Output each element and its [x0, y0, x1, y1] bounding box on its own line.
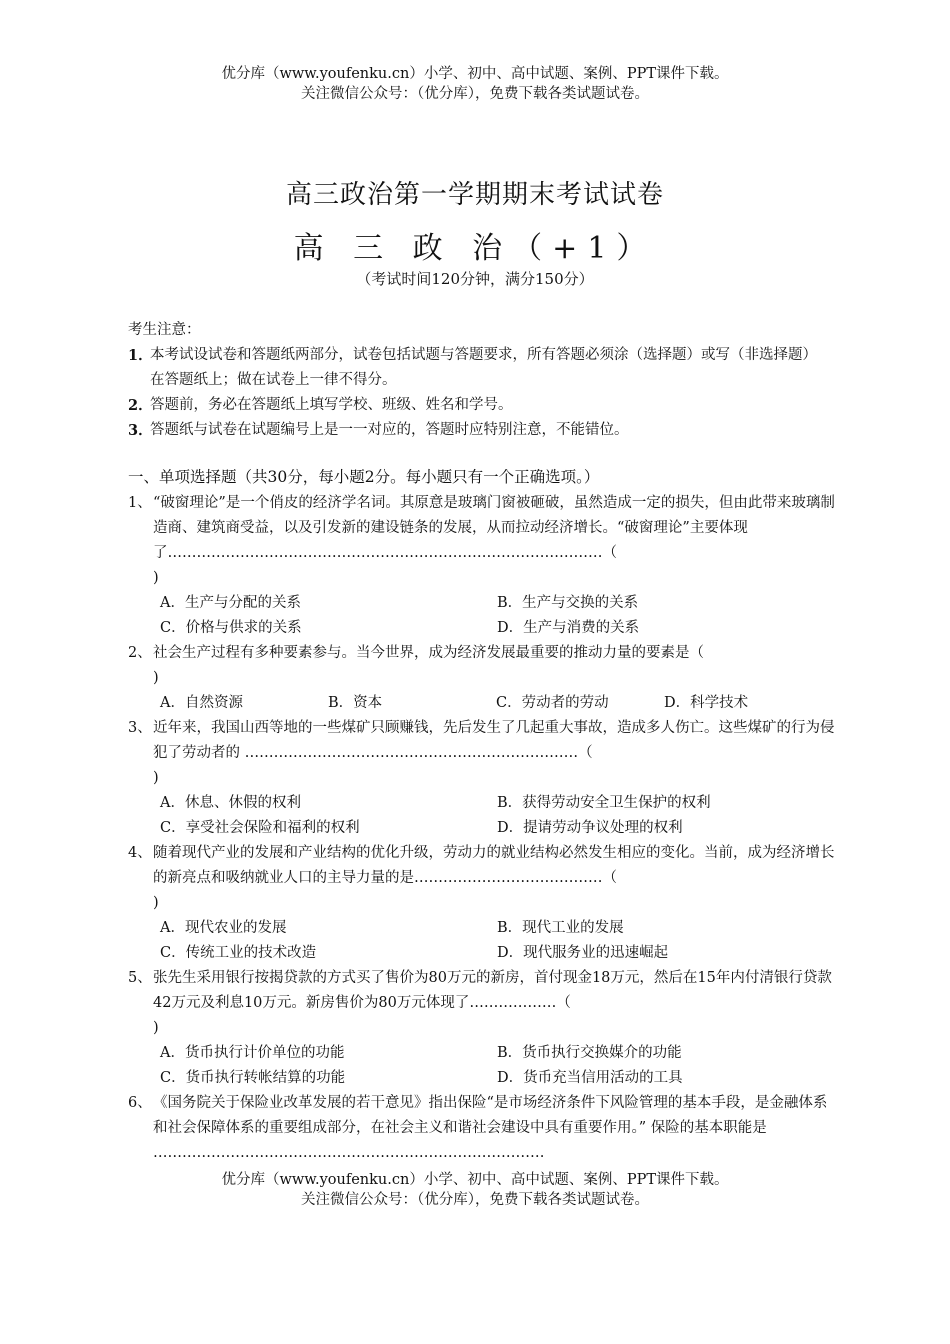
answer-paren: ) [153, 1020, 159, 1036]
answer-paren: ) [153, 670, 159, 686]
option-d: D．生产与消费的关系 [497, 620, 640, 636]
option-c: C．货币执行转帐结算的功能 [160, 1070, 346, 1086]
question-text [153, 716, 838, 791]
question-2 [128, 641, 838, 691]
section-heading: 一、单项选择题（共30分，每小题2分。每小题只有一个正确选项。） [128, 468, 600, 486]
exam-title: 高三政治第一学期期末考试试卷 [285, 180, 664, 210]
option-a: A．生产与分配的关系 [160, 595, 301, 611]
page-footer [0, 1170, 950, 1210]
notice-text: 答题前，务必在答题纸上填写学校、班级、姓名和学号。 [150, 397, 513, 413]
option-a: A．货币执行计价单位的功能 [160, 1045, 345, 1061]
exam-info: （考试时间120分钟，满分150分） [356, 270, 594, 288]
option-list [128, 1041, 838, 1091]
question-stem: 随着现代产业的发展和产业结构的优化升级，劳动力的就业结构必然发生相应的变化。当前，成为经济增长的新亮点和吸纳就业人口的主导力量的是…………………………………（ [153, 845, 835, 886]
question-stem: 《国务院关于保险业改革发展的若干意见》指出保险“是市场经济条件下风险管理的基本手段，是金融体系和社会保障体系的重要组成部分，在社会主义和谐社会建设中具有重要作用。” 保险的基本职能是 ……………………………………………………………………… [153, 1095, 828, 1161]
answer-paren: ) [153, 770, 159, 786]
notice-item [128, 418, 828, 443]
option-c: C．传统工业的技术改造 [160, 945, 317, 961]
notice-num: 1． [128, 347, 153, 364]
option-a: A．自然资源 [160, 695, 243, 711]
question-stem: 近年来，我国山西等地的一些煤矿只顾赚钱，先后发生了几起重大事故，造成多人伤亡。这些煤矿的行为侵犯了劳动者的 ……………………………………………………………（ [153, 720, 835, 761]
question-text [153, 641, 838, 691]
notice-item [128, 343, 828, 393]
notice-text: 本考试设试卷和答题纸两部分，试卷包括试题与答题要求，所有答题必须涂（选择题）或写（非选择题）在答题纸上；做在试卷上一律不得分。 [150, 347, 817, 388]
question-stem: 张先生采用银行按揭贷款的方式买了售价为80万元的新房，首付现金18万元，然后在15年内付清银行贷款42万元及利息10万元。新房售价为80万元体现了………………（ [153, 970, 832, 1011]
question-4 [128, 841, 838, 916]
option-list [128, 591, 838, 641]
option-c: C．享受社会保险和福利的权利 [160, 820, 360, 836]
question-number: 3、 [128, 720, 152, 736]
option-a: A．现代农业的发展 [160, 920, 287, 936]
option-c: C．价格与供求的关系 [160, 620, 302, 636]
question-5 [128, 966, 838, 1041]
question-list [128, 491, 838, 1166]
page-header [0, 64, 950, 104]
option-b: B．货币执行交换媒介的功能 [497, 1045, 682, 1061]
notice-num: 3． [128, 422, 153, 439]
question-number: 2、 [128, 645, 152, 661]
option-d: D．提请劳动争议处理的权利 [497, 820, 683, 836]
question-text [153, 491, 838, 591]
question-stem: “破窗理论”是一个俏皮的经济学名词。其原意是玻璃门窗被砸破，虽然造成一定的损失，但由此带来玻璃制造商、建筑商受益，以及引发新的建设链条的发展，从而拉动经济增长。“破窗理论”主要体现了………………………………………………………………………………（ [153, 495, 835, 561]
option-d: D．现代服务业的迅速崛起 [497, 945, 669, 961]
option-list [128, 691, 838, 716]
question-text [153, 1091, 838, 1166]
option-c: C．劳动者的劳动 [496, 695, 609, 711]
exam-subtitle: 高 三 政 治（+1） [293, 231, 657, 266]
option-list [128, 791, 838, 841]
question-text [153, 841, 838, 916]
option-d: D．科学技术 [664, 695, 749, 711]
question-1 [128, 491, 838, 591]
option-list [128, 916, 838, 966]
header-line-2: 关注微信公众号：（优分库），免费下载各类试题试卷。 [301, 86, 649, 102]
option-a: A．休息、休假的权利 [160, 795, 301, 811]
notice-heading: 考生注意： [128, 322, 201, 338]
question-6 [128, 1091, 838, 1166]
answer-paren: ) [153, 570, 159, 586]
question-text [153, 966, 838, 1041]
question-number: 4、 [128, 845, 152, 861]
question-stem: 社会生产过程有多种要素参与。当今世界，成为经济发展最重要的推动力量的要素是（ [153, 645, 704, 661]
notice-num: 2． [128, 397, 153, 414]
footer-line-2: 关注微信公众号：（优分库），免费下载各类试题试卷。 [301, 1192, 649, 1208]
option-b: B．获得劳动安全卫生保护的权利 [497, 795, 711, 811]
notice-item [128, 393, 828, 418]
question-number: 6、 [128, 1095, 152, 1111]
answer-paren: ) [153, 895, 159, 911]
notice-text: 答题纸与试卷在试题编号上是一一对应的，答题时应特别注意，不能错位。 [150, 422, 629, 438]
question-number: 1、 [128, 495, 152, 511]
option-b: B．生产与交换的关系 [497, 595, 639, 611]
footer-line-1: 优分库（www.youfenku.cn）小学、初中、高中试题、案例、PPT课件下载。 [221, 1172, 729, 1188]
question-3 [128, 716, 838, 791]
header-line-1: 优分库（www.youfenku.cn）小学、初中、高中试题、案例、PPT课件下载。 [221, 66, 729, 82]
notice-block [128, 318, 828, 443]
option-b: B．资本 [328, 695, 383, 711]
question-number: 5、 [128, 970, 152, 986]
option-b: B．现代工业的发展 [497, 920, 624, 936]
option-d: D．货币充当信用活动的工具 [497, 1070, 683, 1086]
